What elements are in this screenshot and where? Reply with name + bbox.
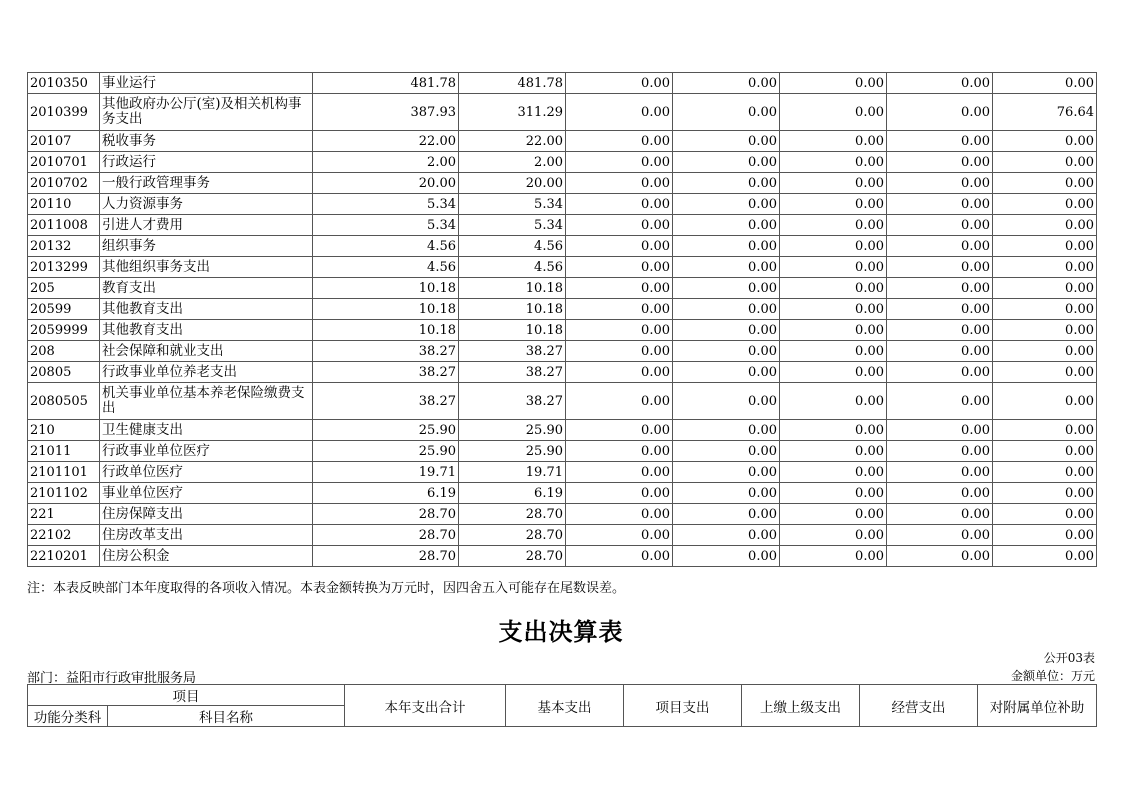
row-value: 0.00 bbox=[887, 194, 993, 215]
row-value: 38.27 bbox=[459, 341, 566, 362]
row-value: 0.00 bbox=[673, 152, 780, 173]
row-value: 0.00 bbox=[566, 320, 673, 341]
table-row bbox=[28, 341, 1097, 362]
row-value: 0.00 bbox=[566, 483, 673, 504]
row-code: 2059999 bbox=[28, 320, 100, 341]
row-value: 0.00 bbox=[993, 194, 1097, 215]
row-value: 2.00 bbox=[459, 152, 566, 173]
row-value: 0.00 bbox=[887, 173, 993, 194]
row-code: 2080505 bbox=[28, 383, 100, 420]
row-value: 0.00 bbox=[673, 257, 780, 278]
table-row bbox=[28, 441, 1097, 462]
row-value: 0.00 bbox=[993, 278, 1097, 299]
row-value: 481.78 bbox=[459, 73, 566, 94]
row-code: 21011 bbox=[28, 441, 100, 462]
row-value: 0.00 bbox=[566, 525, 673, 546]
row-value: 0.00 bbox=[887, 462, 993, 483]
row-value: 0.00 bbox=[780, 525, 887, 546]
page-title: 支出决算表 bbox=[498, 617, 624, 646]
row-value: 311.29 bbox=[459, 94, 566, 131]
row-code: 2210201 bbox=[28, 546, 100, 567]
row-value: 481.78 bbox=[313, 73, 459, 94]
income-table bbox=[27, 72, 1097, 567]
row-subject-name: 教育支出 bbox=[100, 278, 313, 299]
row-value: 19.71 bbox=[313, 462, 459, 483]
row-value: 0.00 bbox=[780, 194, 887, 215]
row-value: 0.00 bbox=[887, 152, 993, 173]
row-subject-name: 其他政府办公厅(室)及相关机构事务支出 bbox=[100, 94, 313, 131]
row-value: 0.00 bbox=[993, 236, 1097, 257]
row-value: 0.00 bbox=[993, 257, 1097, 278]
header-function-code: 功能分类科 bbox=[28, 706, 108, 727]
row-value: 0.00 bbox=[993, 420, 1097, 441]
row-subject-name: 组织事务 bbox=[100, 236, 313, 257]
row-value: 28.70 bbox=[313, 525, 459, 546]
row-value: 0.00 bbox=[993, 362, 1097, 383]
table-row bbox=[28, 362, 1097, 383]
row-value: 0.00 bbox=[566, 362, 673, 383]
row-value: 0.00 bbox=[780, 131, 887, 152]
row-value: 0.00 bbox=[780, 173, 887, 194]
row-code: 2010701 bbox=[28, 152, 100, 173]
row-value: 0.00 bbox=[780, 483, 887, 504]
table-row bbox=[28, 236, 1097, 257]
row-value: 0.00 bbox=[566, 94, 673, 131]
row-value: 0.00 bbox=[566, 420, 673, 441]
row-value: 0.00 bbox=[566, 73, 673, 94]
row-value: 0.00 bbox=[887, 383, 993, 420]
row-value: 4.56 bbox=[459, 257, 566, 278]
amount-unit-label: 金额单位：万元 bbox=[1010, 669, 1095, 683]
row-value: 28.70 bbox=[313, 504, 459, 525]
table-note: 注：本表反映部门本年度取得的各项收入情况。本表金额转换为万元时，因四舍五入可能存在尾数误差。 bbox=[27, 581, 626, 596]
row-value: 38.27 bbox=[313, 383, 459, 420]
row-subject-name: 一般行政管理事务 bbox=[100, 173, 313, 194]
row-value: 0.00 bbox=[673, 215, 780, 236]
table-row bbox=[28, 420, 1097, 441]
row-code: 20805 bbox=[28, 362, 100, 383]
row-value: 0.00 bbox=[780, 341, 887, 362]
table-row bbox=[28, 94, 1097, 131]
row-value: 0.00 bbox=[780, 152, 887, 173]
header-project: 项目支出 bbox=[624, 685, 742, 727]
row-subject-name: 社会保障和就业支出 bbox=[100, 341, 313, 362]
row-value: 28.70 bbox=[313, 546, 459, 567]
row-subject-name: 事业单位医疗 bbox=[100, 483, 313, 504]
row-value: 0.00 bbox=[780, 257, 887, 278]
row-code: 2011008 bbox=[28, 215, 100, 236]
row-subject-name: 行政事业单位医疗 bbox=[100, 441, 313, 462]
row-value: 0.00 bbox=[993, 173, 1097, 194]
row-value: 0.00 bbox=[566, 131, 673, 152]
row-value: 0.00 bbox=[887, 131, 993, 152]
table-row bbox=[28, 525, 1097, 546]
row-subject-name: 其他教育支出 bbox=[100, 320, 313, 341]
row-value: 28.70 bbox=[459, 525, 566, 546]
row-value: 10.18 bbox=[459, 278, 566, 299]
row-value: 0.00 bbox=[780, 441, 887, 462]
row-value: 0.00 bbox=[887, 420, 993, 441]
row-value: 28.70 bbox=[459, 504, 566, 525]
row-value: 22.00 bbox=[313, 131, 459, 152]
row-subject-name: 引进人才费用 bbox=[100, 215, 313, 236]
row-value: 0.00 bbox=[566, 236, 673, 257]
row-value: 0.00 bbox=[993, 504, 1097, 525]
table-row bbox=[28, 152, 1097, 173]
row-value: 0.00 bbox=[887, 257, 993, 278]
row-value: 5.34 bbox=[313, 215, 459, 236]
row-value: 22.00 bbox=[459, 131, 566, 152]
row-value: 0.00 bbox=[780, 383, 887, 420]
department-label: 部门：益阳市行政审批服务局 bbox=[27, 671, 197, 686]
header-total: 本年支出合计 bbox=[345, 685, 506, 727]
table-row bbox=[28, 131, 1097, 152]
row-value: 0.00 bbox=[566, 173, 673, 194]
row-value: 25.90 bbox=[313, 441, 459, 462]
row-value: 5.34 bbox=[459, 215, 566, 236]
row-value: 0.00 bbox=[887, 236, 993, 257]
row-value: 0.00 bbox=[887, 504, 993, 525]
row-value: 0.00 bbox=[673, 462, 780, 483]
row-value: 0.00 bbox=[993, 299, 1097, 320]
table-row bbox=[28, 299, 1097, 320]
row-subject-name: 住房保障支出 bbox=[100, 504, 313, 525]
row-value: 0.00 bbox=[887, 215, 993, 236]
row-subject-name: 行政单位医疗 bbox=[100, 462, 313, 483]
row-value: 0.00 bbox=[993, 215, 1097, 236]
table-row bbox=[28, 257, 1097, 278]
row-value: 4.56 bbox=[313, 257, 459, 278]
row-value: 0.00 bbox=[566, 152, 673, 173]
row-value: 0.00 bbox=[780, 215, 887, 236]
row-value: 0.00 bbox=[993, 73, 1097, 94]
row-subject-name: 机关事业单位基本养老保险缴费支出 bbox=[100, 383, 313, 420]
row-value: 0.00 bbox=[673, 278, 780, 299]
row-value: 0.00 bbox=[566, 194, 673, 215]
row-value: 0.00 bbox=[673, 420, 780, 441]
row-value: 0.00 bbox=[887, 320, 993, 341]
row-value: 0.00 bbox=[993, 462, 1097, 483]
row-value: 0.00 bbox=[993, 320, 1097, 341]
row-value: 0.00 bbox=[993, 546, 1097, 567]
header-subject-name: 科目名称 bbox=[108, 706, 345, 727]
row-value: 0.00 bbox=[673, 131, 780, 152]
row-value: 0.00 bbox=[993, 341, 1097, 362]
row-value: 28.70 bbox=[459, 546, 566, 567]
row-code: 2101101 bbox=[28, 462, 100, 483]
row-value: 0.00 bbox=[993, 483, 1097, 504]
row-value: 0.00 bbox=[780, 73, 887, 94]
row-subject-name: 住房公积金 bbox=[100, 546, 313, 567]
row-code: 20599 bbox=[28, 299, 100, 320]
row-value: 0.00 bbox=[673, 483, 780, 504]
row-value: 0.00 bbox=[673, 441, 780, 462]
row-subject-name: 其他组织事务支出 bbox=[100, 257, 313, 278]
row-value: 10.18 bbox=[313, 320, 459, 341]
row-value: 0.00 bbox=[780, 362, 887, 383]
row-code: 205 bbox=[28, 278, 100, 299]
row-code: 20107 bbox=[28, 131, 100, 152]
table-row bbox=[28, 173, 1097, 194]
row-value: 76.64 bbox=[993, 94, 1097, 131]
row-value: 5.34 bbox=[459, 194, 566, 215]
row-value: 387.93 bbox=[313, 94, 459, 131]
row-code: 2010350 bbox=[28, 73, 100, 94]
table-row bbox=[28, 278, 1097, 299]
row-value: 0.00 bbox=[566, 341, 673, 362]
row-value: 0.00 bbox=[993, 131, 1097, 152]
table-row bbox=[28, 504, 1097, 525]
row-value: 38.27 bbox=[313, 362, 459, 383]
header-business: 经营支出 bbox=[860, 685, 978, 727]
row-value: 0.00 bbox=[887, 525, 993, 546]
row-value: 0.00 bbox=[993, 525, 1097, 546]
row-value: 0.00 bbox=[566, 299, 673, 320]
header-upper-remit: 上缴上级支出 bbox=[742, 685, 860, 727]
row-value: 20.00 bbox=[313, 173, 459, 194]
header-basic: 基本支出 bbox=[506, 685, 624, 727]
row-value: 25.90 bbox=[313, 420, 459, 441]
row-value: 0.00 bbox=[993, 383, 1097, 420]
row-value: 0.00 bbox=[673, 546, 780, 567]
row-value: 0.00 bbox=[887, 341, 993, 362]
row-value: 0.00 bbox=[673, 362, 780, 383]
row-value: 0.00 bbox=[780, 504, 887, 525]
table-row bbox=[28, 194, 1097, 215]
row-subject-name: 行政事业单位养老支出 bbox=[100, 362, 313, 383]
row-value: 4.56 bbox=[459, 236, 566, 257]
row-value: 19.71 bbox=[459, 462, 566, 483]
table-row bbox=[28, 320, 1097, 341]
row-value: 5.34 bbox=[313, 194, 459, 215]
row-value: 0.00 bbox=[673, 173, 780, 194]
row-value: 0.00 bbox=[780, 299, 887, 320]
row-value: 0.00 bbox=[673, 73, 780, 94]
row-value: 10.18 bbox=[459, 320, 566, 341]
row-value: 0.00 bbox=[566, 257, 673, 278]
row-value: 0.00 bbox=[993, 441, 1097, 462]
expense-table-header bbox=[27, 684, 1097, 727]
table-row bbox=[28, 462, 1097, 483]
income-table-body bbox=[28, 73, 1097, 567]
row-value: 10.18 bbox=[313, 299, 459, 320]
row-code: 20110 bbox=[28, 194, 100, 215]
table-row bbox=[28, 483, 1097, 504]
row-value: 0.00 bbox=[566, 504, 673, 525]
row-value: 0.00 bbox=[566, 278, 673, 299]
table-row bbox=[28, 73, 1097, 94]
row-code: 2101102 bbox=[28, 483, 100, 504]
row-value: 0.00 bbox=[887, 546, 993, 567]
row-value: 20.00 bbox=[459, 173, 566, 194]
row-value: 0.00 bbox=[780, 278, 887, 299]
row-code: 210 bbox=[28, 420, 100, 441]
row-value: 0.00 bbox=[887, 94, 993, 131]
row-value: 38.27 bbox=[459, 383, 566, 420]
row-value: 0.00 bbox=[887, 278, 993, 299]
header-item-group: 项目 bbox=[28, 685, 345, 706]
row-value: 0.00 bbox=[887, 299, 993, 320]
row-subject-name: 税收事务 bbox=[100, 131, 313, 152]
row-value: 0.00 bbox=[993, 152, 1097, 173]
row-subject-name: 卫生健康支出 bbox=[100, 420, 313, 441]
row-value: 6.19 bbox=[459, 483, 566, 504]
row-value: 0.00 bbox=[887, 441, 993, 462]
row-value: 0.00 bbox=[566, 215, 673, 236]
row-subject-name: 其他教育支出 bbox=[100, 299, 313, 320]
table-row bbox=[28, 383, 1097, 420]
row-value: 0.00 bbox=[780, 94, 887, 131]
row-value: 38.27 bbox=[313, 341, 459, 362]
row-value: 0.00 bbox=[673, 341, 780, 362]
row-code: 20132 bbox=[28, 236, 100, 257]
row-value: 0.00 bbox=[780, 236, 887, 257]
row-value: 10.18 bbox=[459, 299, 566, 320]
row-value: 0.00 bbox=[780, 546, 887, 567]
row-value: 25.90 bbox=[459, 441, 566, 462]
row-code: 2010399 bbox=[28, 94, 100, 131]
row-value: 0.00 bbox=[566, 441, 673, 462]
row-value: 0.00 bbox=[673, 504, 780, 525]
row-value: 0.00 bbox=[673, 194, 780, 215]
row-value: 0.00 bbox=[566, 462, 673, 483]
row-value: 4.56 bbox=[313, 236, 459, 257]
row-subject-name: 住房改革支出 bbox=[100, 525, 313, 546]
row-value: 0.00 bbox=[566, 383, 673, 420]
form-number: 公开03表 bbox=[1043, 651, 1095, 665]
row-value: 0.00 bbox=[887, 483, 993, 504]
row-value: 25.90 bbox=[459, 420, 566, 441]
row-subject-name: 行政运行 bbox=[100, 152, 313, 173]
row-value: 0.00 bbox=[673, 320, 780, 341]
row-value: 0.00 bbox=[780, 462, 887, 483]
row-value: 0.00 bbox=[673, 236, 780, 257]
table-row bbox=[28, 215, 1097, 236]
row-subject-name: 事业运行 bbox=[100, 73, 313, 94]
row-value: 0.00 bbox=[780, 420, 887, 441]
row-value: 38.27 bbox=[459, 362, 566, 383]
row-code: 208 bbox=[28, 341, 100, 362]
row-value: 6.19 bbox=[313, 483, 459, 504]
row-value: 0.00 bbox=[887, 73, 993, 94]
row-code: 2010702 bbox=[28, 173, 100, 194]
row-code: 22102 bbox=[28, 525, 100, 546]
row-value: 0.00 bbox=[673, 525, 780, 546]
row-value: 0.00 bbox=[673, 94, 780, 131]
row-subject-name: 人力资源事务 bbox=[100, 194, 313, 215]
row-code: 2013299 bbox=[28, 257, 100, 278]
row-value: 0.00 bbox=[673, 383, 780, 420]
row-value: 0.00 bbox=[673, 299, 780, 320]
table-row bbox=[28, 546, 1097, 567]
header-subsidy: 对附属单位补助 bbox=[978, 685, 1097, 727]
row-value: 0.00 bbox=[887, 362, 993, 383]
row-value: 2.00 bbox=[313, 152, 459, 173]
row-value: 10.18 bbox=[313, 278, 459, 299]
row-value: 0.00 bbox=[566, 546, 673, 567]
row-code: 221 bbox=[28, 504, 100, 525]
row-value: 0.00 bbox=[780, 320, 887, 341]
